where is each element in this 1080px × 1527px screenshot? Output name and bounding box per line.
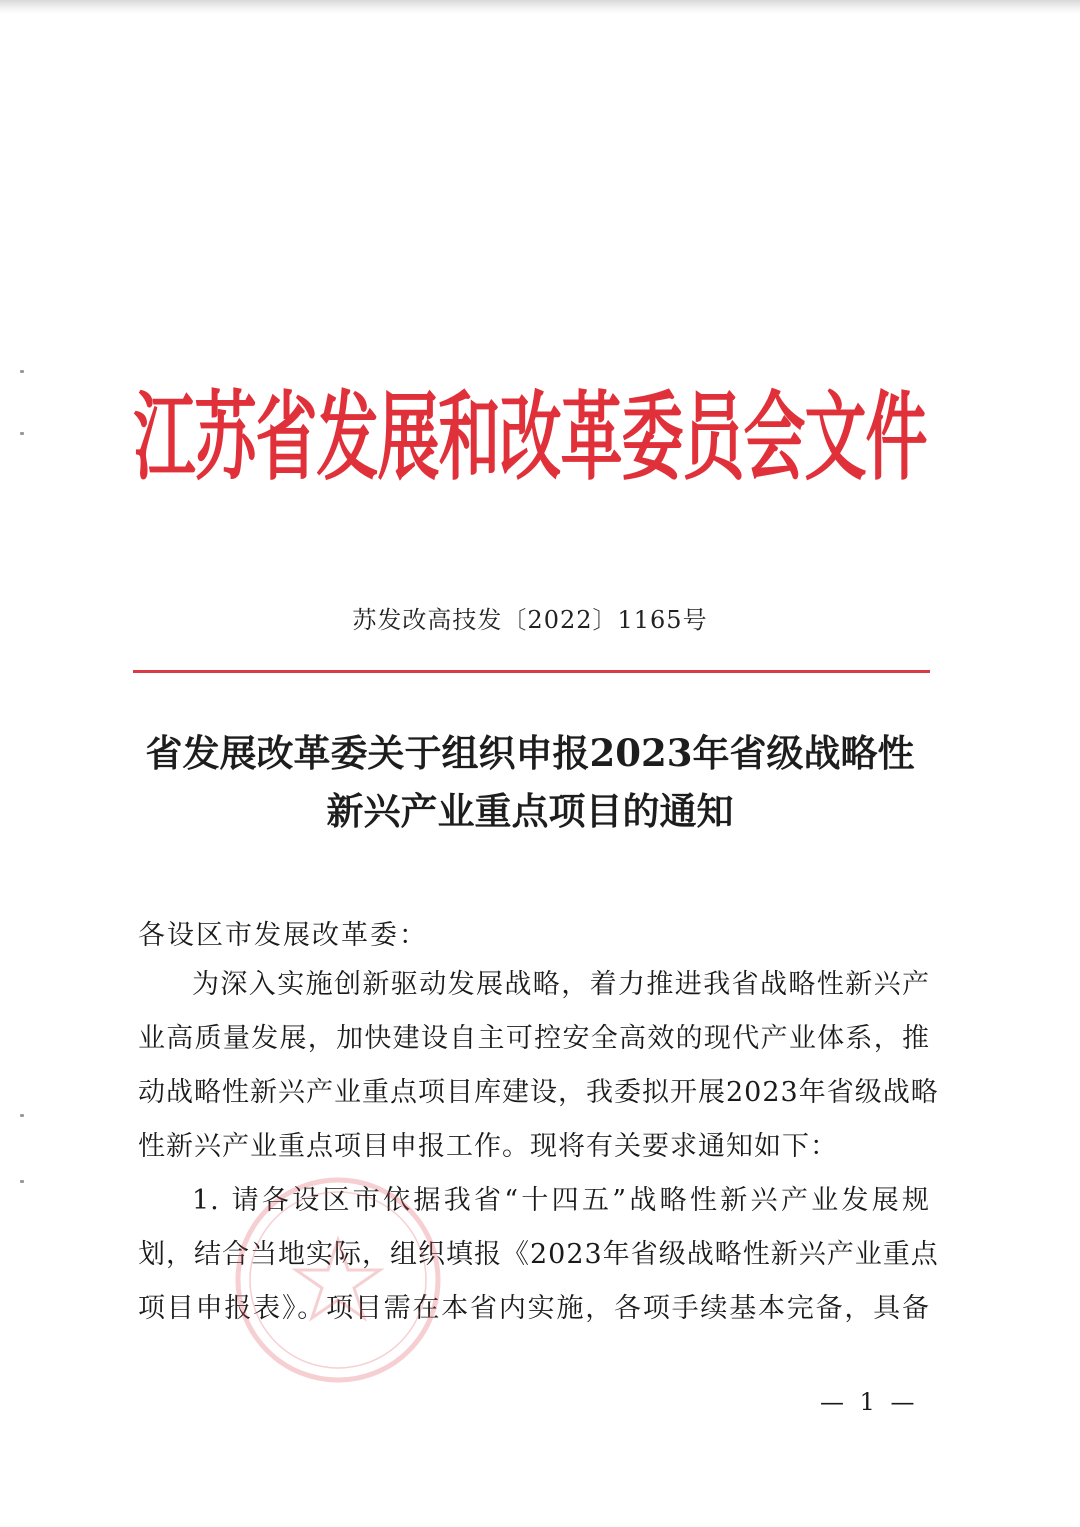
official-seal-stamp	[228, 1170, 448, 1390]
scan-speck	[20, 1114, 24, 1117]
scan-speck	[20, 370, 24, 373]
title-line-2: 新兴产业重点项目的通知	[326, 789, 734, 833]
paragraph-line: 划，结合当地实际，组织填报《2023年省级战略性新兴产业重点	[138, 1239, 939, 1270]
scan-speck	[20, 1180, 24, 1183]
red-divider-line	[133, 670, 930, 673]
document-masthead: 江苏省发展和改革委员会文件	[133, 380, 927, 494]
paragraph-line: 为深入实施创新驱动发展战略，着力推进我省战略性新兴产	[192, 969, 930, 1000]
paragraph-line: 项目申报表》。项目需在本省内实施，各项手续基本完备，具备	[138, 1293, 930, 1324]
paragraph-line: 动战略性新兴产业重点项目库建设，我委拟开展2023年省级战略	[138, 1077, 939, 1108]
scan-edge	[0, 0, 1080, 14]
page-number: — 1 —	[820, 1388, 919, 1416]
document-title	[120, 724, 940, 840]
title-line-1: 省发展改革委关于组织申报2023年省级战略性	[145, 731, 915, 775]
body-paragraph-1	[138, 958, 939, 1174]
paragraph-line: 性新兴产业重点项目申报工作。现将有关要求通知如下：	[138, 1131, 838, 1162]
addressee: 各设区市发展改革委：	[138, 920, 428, 951]
document-number: 苏发改高技发〔2022〕1165号	[352, 606, 708, 634]
scan-speck	[20, 432, 24, 435]
paragraph-line: 1. 请各设区市依据我省“十四五”战略性新兴产业发展规	[192, 1185, 930, 1216]
paragraph-line: 业高质量发展，加快建设自主可控安全高效的现代产业体系，推	[138, 1023, 930, 1054]
